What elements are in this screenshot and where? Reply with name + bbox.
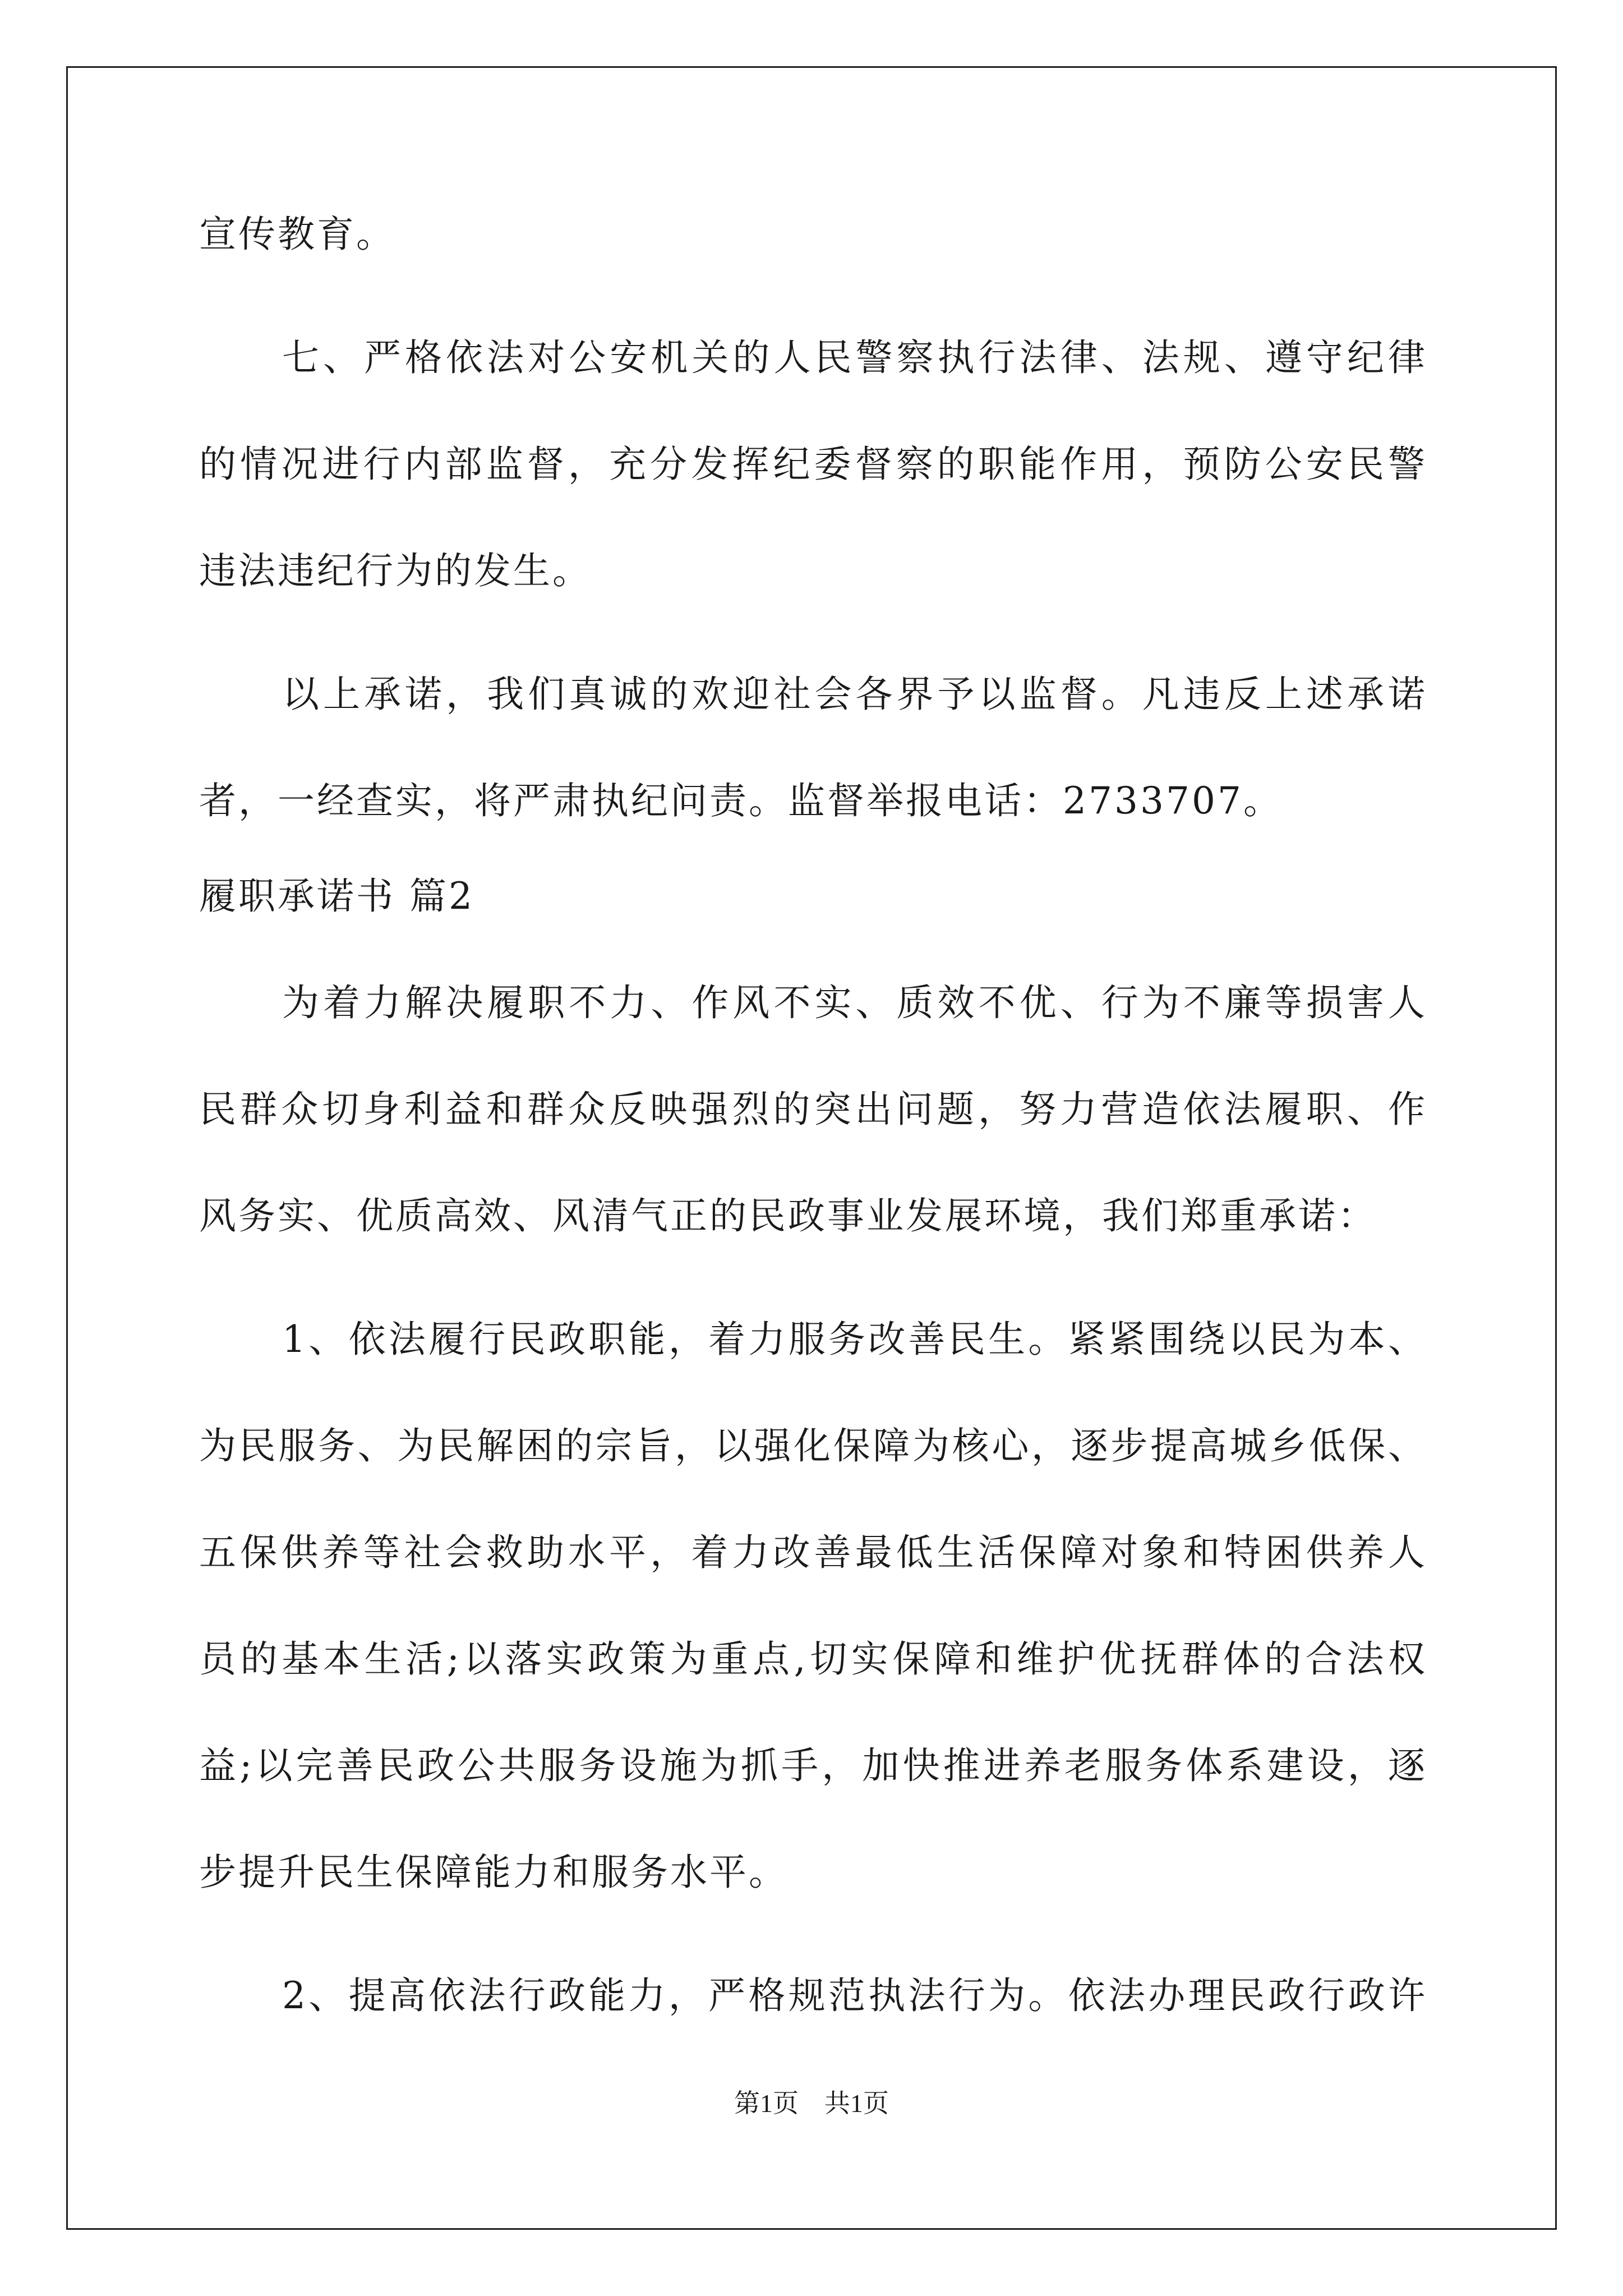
- paragraph-line: 五保供养等社会救助水平，着力改善最低生活保障对象和特困供养人: [199, 1531, 1427, 1574]
- paragraph-line: 者，一经查实，将严肃执纪问责。监督举报电话：2733707。: [199, 779, 1283, 822]
- paragraph-line: 为着力解决履职不力、作风不实、质效不优、行为不廉等损害人: [282, 981, 1427, 1024]
- paragraph-line: 风务实、优质高效、风清气正的民政事业发展环境，我们郑重承诺：: [199, 1194, 1377, 1237]
- paragraph-line: 以上承诺，我们真诚的欢迎社会各界予以监督。凡违反上述承诺: [282, 673, 1427, 716]
- paragraph-line: 步提升民生保障能力和服务水平。: [199, 1851, 788, 1894]
- paragraph-line: 七、严格依法对公安机关的人民警察执行法律、法规、遵守纪律: [282, 336, 1427, 379]
- paragraph-line: 民群众切身利益和群众反映强烈的突出问题，努力营造依法履职、作: [199, 1088, 1427, 1131]
- paragraph-line: 2、提高依法行政能力，严格规范执法行为。依法办理民政行政许: [282, 1974, 1427, 2017]
- paragraph-line: 的情况进行内部监督，充分发挥纪委督察的职能作用，预防公安民警: [199, 443, 1427, 486]
- paragraph-line: 益;以完善民政公共服务设施为抓手，加快推进养老服务体系建设，逐: [199, 1744, 1427, 1787]
- section-heading: 履职承诺书 篇2: [199, 875, 474, 918]
- paragraph-line: 1、依法履行民政职能，着力服务改善民生。紧紧围绕以民为本、: [282, 1318, 1427, 1361]
- page-border: [66, 66, 1557, 2230]
- paragraph-line: 宣传教育。: [199, 213, 395, 256]
- paragraph-line: 为民服务、为民解困的宗旨，以强化保障为核心，逐步提高城乡低保、: [199, 1424, 1427, 1467]
- page-number: 第1页 共1页: [734, 2089, 889, 2118]
- paragraph-line: 违法违纪行为的发生。: [199, 549, 592, 592]
- paragraph-line: 员的基本生活;以落实政策为重点,切实保障和维护优抚群体的合法权: [199, 1637, 1427, 1681]
